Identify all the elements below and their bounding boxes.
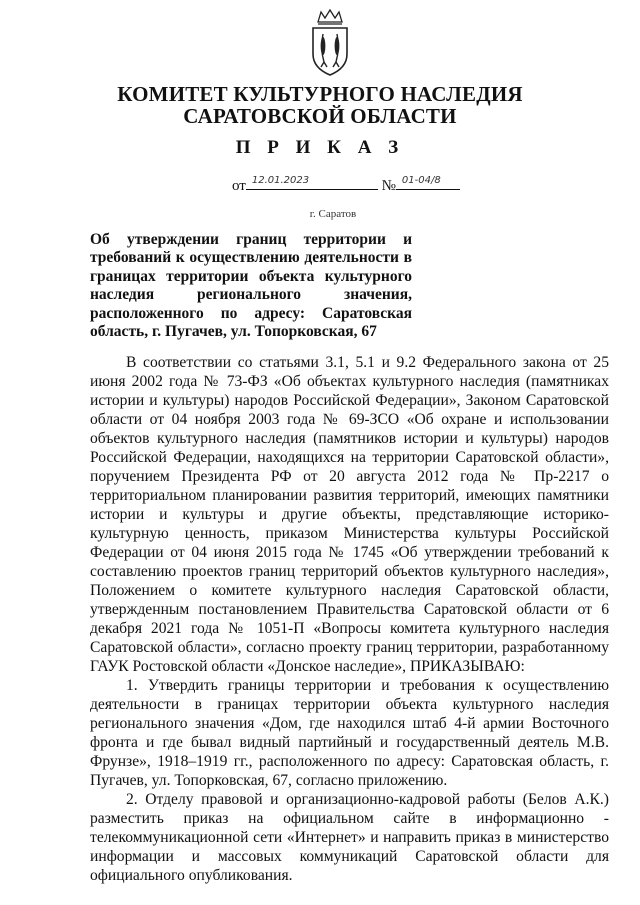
org-name-line1: КОМИТЕТ КУЛЬТУРНОГО НАСЛЕДИЯ xyxy=(117,82,523,106)
number-prefix: № xyxy=(381,178,396,194)
org-name-line2: САРАТОВСКОЙ ОБЛАСТИ xyxy=(183,104,457,128)
body-preamble: В соответствии со статьями 3.1, 5.1 и 9.2 Федерального закона от 25 июня 2002 года № 73-ФЗ «Об объектах культурного наследия (памятниках истории и культуры) народов Российской Федерации», Законом Саратовской области от 04 ноября 2003 года № 69-ЗСО «Об охране и использовании объектов культурного наследия (памятников истории и культуры) народов Российской Федерации, находящихся на территории Саратовской области», поручением Президента РФ от 20 августа 2012 года № Пр-2217 о территориальном планировании развития территорий, имеющих памятники истории и культуры и другие объекты, представляющие историко-культурную ценность, приказом Министерства культуры Российской Федерации от 04 июня 2015 года № 1745 «Об утверждении требований к составлению проектов границ территорий объектов культурного наследия», Положением о комитете культурного наследия Саратовской области, утвержденным постановлением Правительства Саратовской области от 6 декабря 2021 года № 1051-П «Вопросы комитета культурного наследия Саратовской области», согласно проекту границ территории, разработанному ГАУК Ростовской области «Донское наследие», ПРИКАЗЫВАЮ: xyxy=(90,354,609,675)
order-number-field xyxy=(396,174,460,190)
order-body xyxy=(90,353,609,885)
body-item-2: 2. Отделу правовой и организационно-кадровой работы (Белов А.К.) разместить приказ на официальном сайте в информационно - телекоммуникационной сети «Интернет» и направить приказ в министерство информации и массовых коммуникаций Саратовской области для официального опубликования. xyxy=(90,791,609,884)
date-prefix: от xyxy=(232,178,246,194)
body-item-1: 1. Утвердить границы территории и требования к осуществлению деятельности в границах территории объекта культурного наследия регионального значения «Дом, где находился штаб 4-й армии Восточного фронта и где бывал видный партийный и государственный деятель М.В. Фрунзе», 1918–1919 гг., расположенного по адресу: Саратовская область, г. Пугачев, ул. Топорковская, 67, согласно приложению. xyxy=(90,677,609,789)
order-title: П Р И К А З xyxy=(235,137,405,158)
order-number-handwritten: 01-04/8 xyxy=(401,175,441,186)
order-city: г. Саратов xyxy=(309,208,357,220)
order-dateline xyxy=(232,174,460,195)
order-date-field xyxy=(246,174,378,190)
coat-of-arms-icon xyxy=(301,8,359,78)
order-date-handwritten: 12.01.2023 xyxy=(251,175,310,186)
order-subject: Об утверждении границ территории и требований к осуществлению деятельности в границах территории объекта культурного наследия регионального значения, расположенного по адресу: Саратовская область, г. Пугачев, ул. Топорковская, 67 xyxy=(90,231,412,341)
